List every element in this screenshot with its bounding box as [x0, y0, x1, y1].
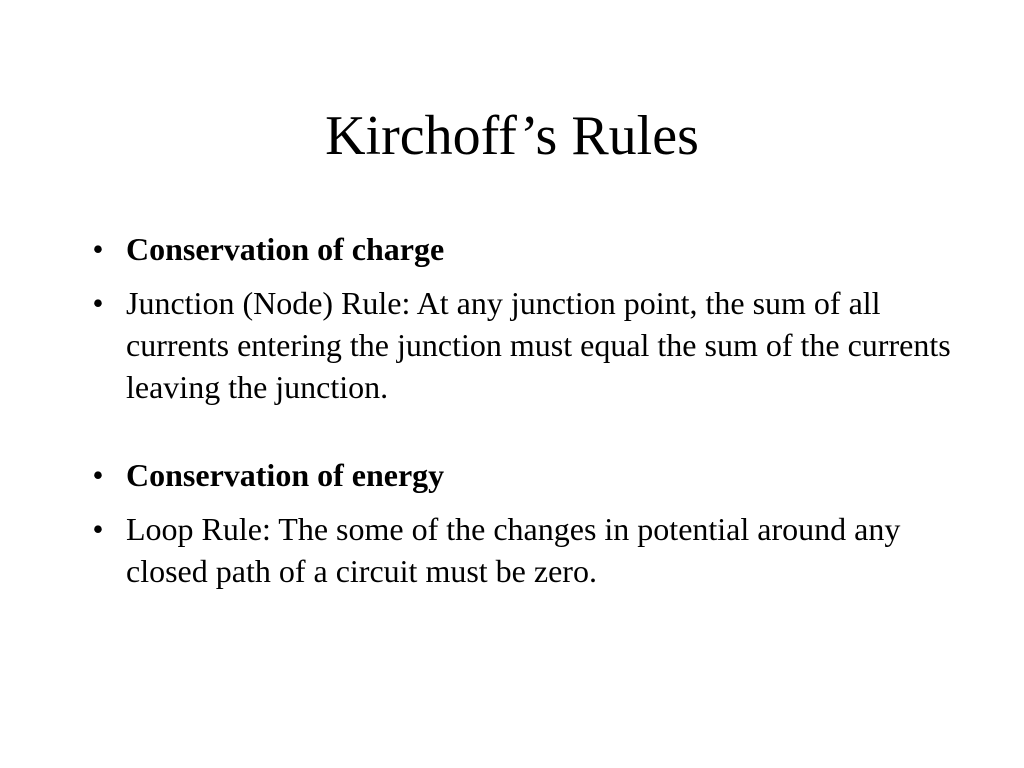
- bullet-item: [86, 508, 966, 592]
- bullet-text: Loop Rule: The some of the changes in potential around any closed path of a circuit must be zero.: [126, 511, 901, 589]
- bullet-marker: •: [92, 511, 104, 547]
- bullet-marker: •: [92, 231, 104, 267]
- bullet-list: [86, 228, 966, 604]
- bullet-item: [86, 282, 966, 408]
- bullet-text: Conservation of energy: [126, 457, 445, 493]
- bullet-marker: •: [92, 285, 104, 321]
- bullet-text: Junction (Node) Rule: At any junction point, the sum of all currents entering the junction must equal the sum of the currents leaving the junction.: [126, 285, 951, 405]
- bullet-marker: •: [92, 457, 104, 493]
- bullet-item: [86, 228, 966, 270]
- bullet-text: Conservation of charge: [126, 231, 445, 267]
- slide-title: Kirchoff’s Rules: [325, 105, 699, 167]
- bullet-item: [86, 454, 966, 496]
